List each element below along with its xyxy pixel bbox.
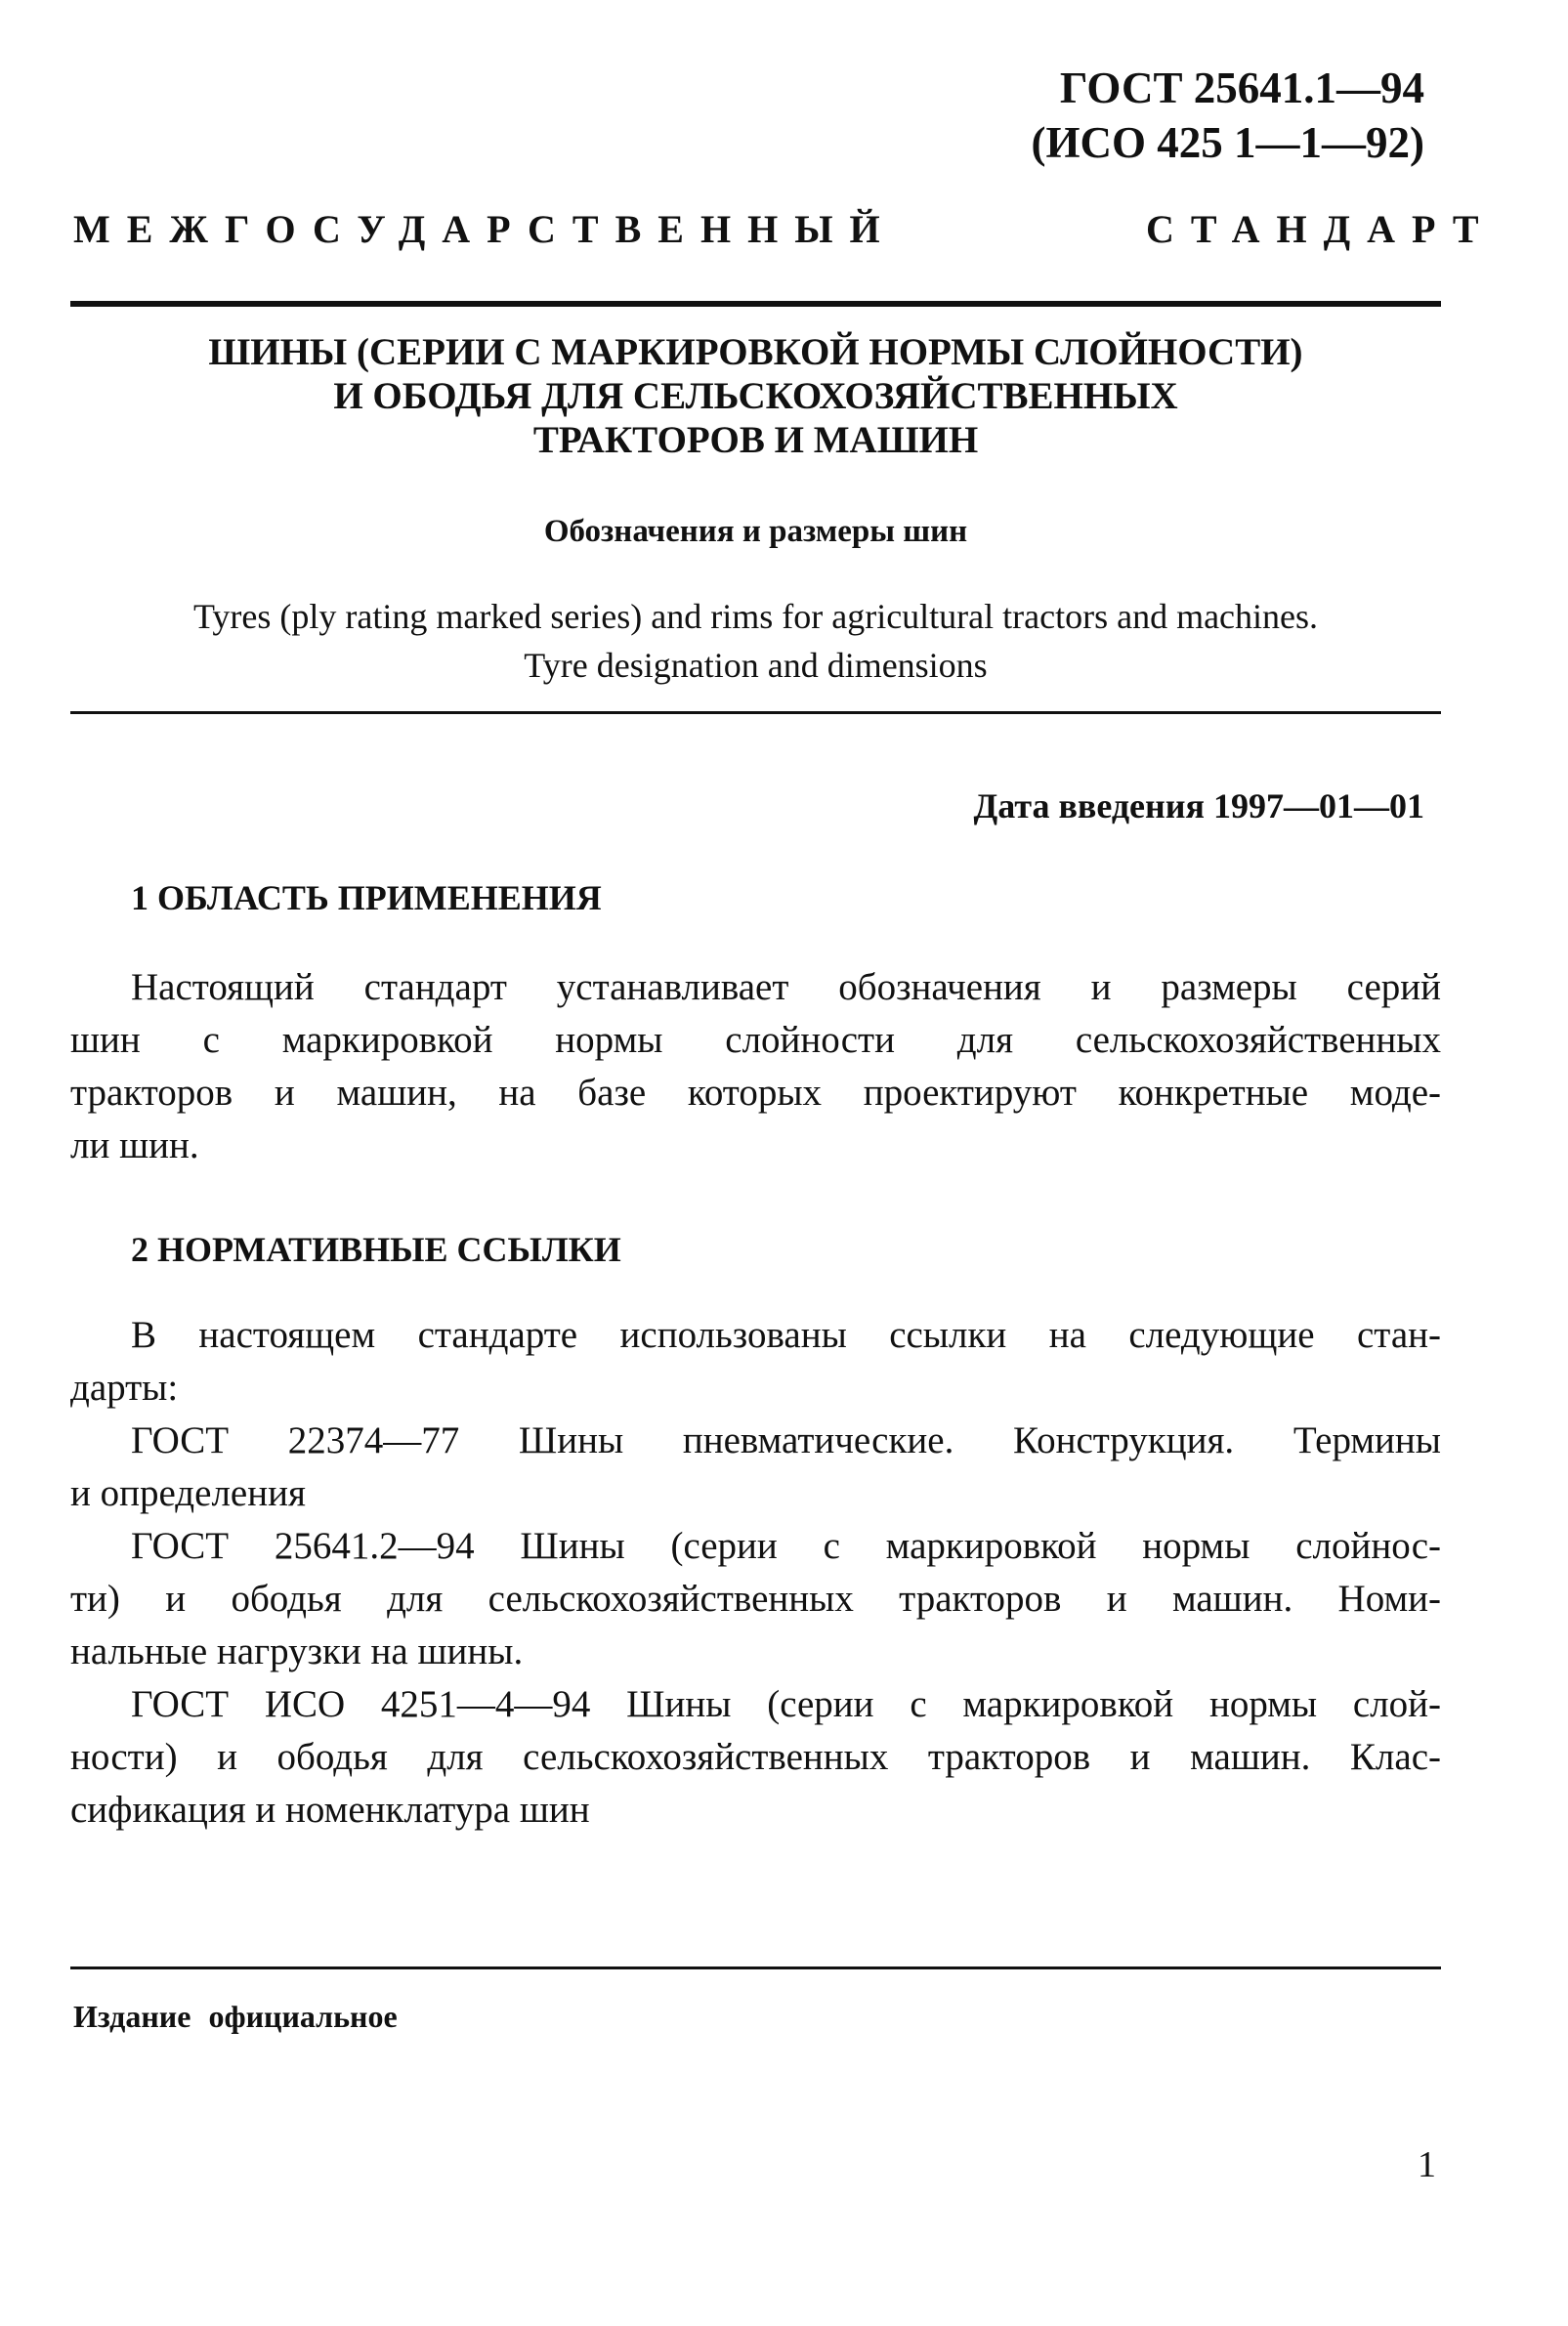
paragraph-line: ности) и ободья для сельскохозяйственных тракторов и машин. Клас- — [70, 1736, 1441, 1778]
paragraph-line: ли шин. — [70, 1124, 199, 1166]
reference-gost-22374: ГОСТ 22374—77 Шины пневматические. Конструкция. Термины — [131, 1419, 1441, 1461]
paragraph-line: ти) и ободья для сельскохозяйственных тракторов и машин. Номи- — [70, 1578, 1441, 1620]
english-title — [70, 592, 1441, 690]
paragraph-line: шин с маркировкой нормы слойности для сельскохозяйственных — [70, 1019, 1441, 1061]
standard-code-iso: (ИСО 425 1—1—92) — [1031, 118, 1424, 167]
standard-code-gost: ГОСТ 25641.1—94 — [1059, 63, 1424, 112]
section-1-heading: 1 ОБЛАСТЬ ПРИМЕНЕНИЯ — [131, 878, 602, 917]
document-title — [70, 330, 1441, 462]
section-2-body — [70, 1309, 1441, 1837]
reference-gost-25641-2: ГОСТ 25641.2—94 Шины (серии с маркировкой нормы слойнос- — [131, 1525, 1441, 1567]
introduction-date: Дата введения 1997—01—01 — [973, 786, 1424, 825]
title-line-2: И ОБОДЬЯ ДЛЯ СЕЛЬСКОХОЗЯЙСТВЕННЫХ — [333, 375, 1178, 417]
paragraph-line: тракторов и машин, на базе которых проектируют конкретные моде- — [70, 1072, 1441, 1114]
page-number: 1 — [1418, 2144, 1436, 2185]
paragraph-line: В настоящем стандарте использованы ссылки на следующие стан- — [131, 1314, 1441, 1356]
document-subtitle: Обозначения и размеры шин — [543, 514, 968, 549]
standard-code — [1032, 61, 1424, 170]
footer-divider — [70, 1967, 1441, 1969]
paragraph-line: нальные нагрузки на шины. — [70, 1630, 524, 1672]
section-1-paragraph — [70, 961, 1441, 1172]
section-2-heading: 2 НОРМАТИВНЫЕ ССЫЛКИ — [131, 1230, 621, 1269]
interstate-word: МЕЖГОСУДАРСТВЕННЫЙ — [73, 207, 897, 251]
header-divider-thick — [70, 301, 1441, 307]
title-line-1: ШИНЫ (СЕРИИ С МАРКИРОВКОЙ НОРМЫ СЛОЙНОСТИ) — [208, 331, 1303, 373]
official-edition-label: Издание официальное — [73, 1999, 398, 2034]
standard-word: СТАНДАРТ — [1146, 207, 1496, 251]
english-title-line-2: Tyre designation and dimensions — [524, 646, 988, 685]
paragraph-line: Настоящий стандарт устанавливает обозначения и размеры серий — [131, 966, 1441, 1008]
paragraph-line: и определения — [70, 1472, 306, 1514]
paragraph-line: дарты: — [70, 1367, 179, 1409]
title-divider — [70, 711, 1441, 714]
english-title-line-1: Tyres (ply rating marked series) and rims for agricultural tractors and machines. — [192, 597, 1319, 636]
title-line-3: ТРАКТОРОВ И МАШИН — [532, 419, 979, 461]
reference-gost-iso-4251-4: ГОСТ ИСО 4251—4—94 Шины (серии с маркировкой нормы слой- — [131, 1683, 1441, 1725]
paragraph-line: сификация и номенклатура шин — [70, 1789, 590, 1831]
